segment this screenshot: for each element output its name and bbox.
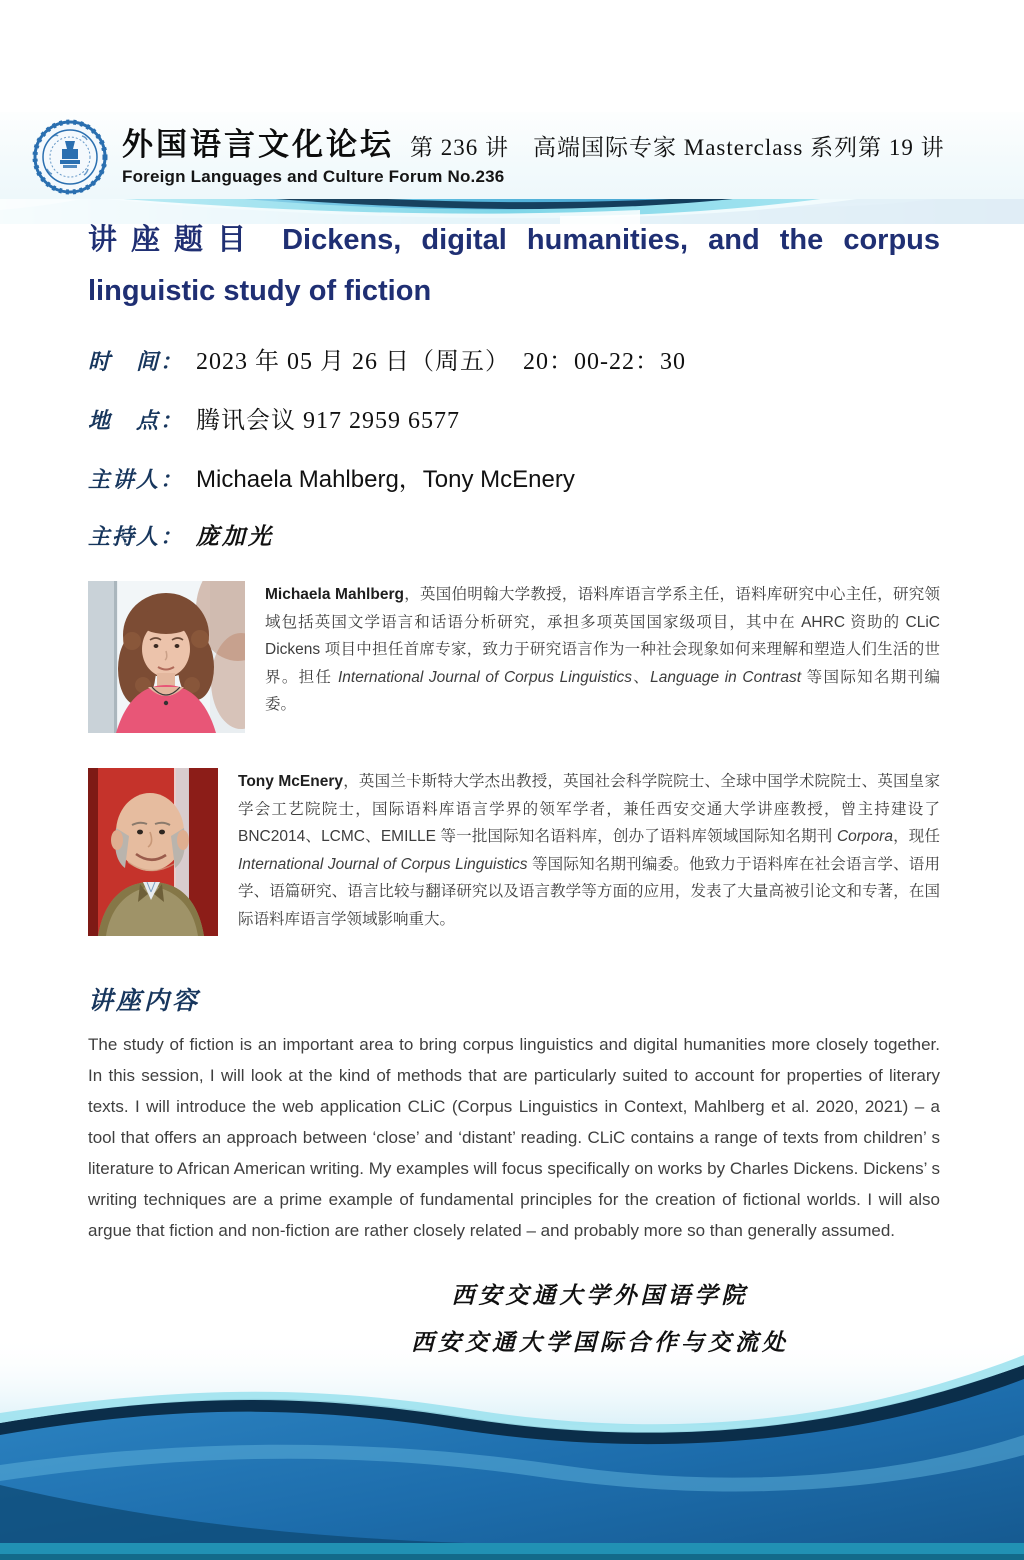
info-row-speakers [88,459,940,494]
organizer-block [320,1272,880,1366]
info-value-time: 2023 年 05 月 26 日（周五） 20：00-22：30 [196,349,687,375]
lecture-title-label: 讲座题目 [88,224,261,256]
speaker-photo-mcenery [88,768,218,941]
info-row-venue [88,400,940,435]
abstract-heading: 讲座内容 [88,988,201,1015]
forum-title-en: Foreign Languages and Culture Forum No.236 [122,167,505,186]
poster-body [0,215,1024,1366]
forum-session-number: 第 236 讲 高端国际专家 Masterclass 系列第 19 讲 [410,135,945,160]
lecture-title-text: Dickens, digital humanities, and the corpus linguistic study of fiction [88,224,940,307]
lecture-info-list [88,341,940,551]
info-row-time [88,341,940,376]
organizer-line-office: 西安交通大学国际合作与交流处 [411,1330,789,1355]
lecture-title [88,215,940,317]
speaker-bio-text-mahlberg: Michaela Mahlberg，英国伯明翰大学教授，语料库语言学系主任，语料库研究中心主任，研究领域包括英国文学语言和话语分析研究，承担多项英国国家级项目，其中在 AHRC 资助的 CLiC Dickens 项目中担任首席专家，致力于研究语言作为一种社会现象如何来理解和塑造人们生活的世界。担任 International Journal of Corpus Linguistics、Language in Contrast 等国际知名期刊编委。 [265,586,940,713]
speaker-bio-mcenery [88,768,940,941]
abstract-text: The study of fiction is an important area to bring corpus linguistics and digital humanities more closely together. In this session, I will look at the kind of methods that are particularly suited to account for properties of literary texts. I will introduce the web application CLiC (Corpus Linguistics in Context, Mahlberg et al. 2020, 2021) – a tool that offers an approach between ‘close’ and ‘distant’ reading. CLiC contains a range of texts from children’ s literature to African American writing. My examples will focus specifically on works by Charles Dickens. Dickens’ s writing techniques are a prime example of fundamental principles for the creation of fictional worlds. I will also argue that fiction and non-fiction are rather closely related – and probably more so than generally assumed. [88,1035,940,1240]
organizer-line-school: 西安交通大学外国语学院 [451,1283,749,1308]
info-row-host [88,518,940,551]
info-value-venue: 腾讯会议 917 2959 6577 [196,408,461,434]
info-value-host: 庞加光 [196,524,275,549]
speaker-bio-text-mcenery: Tony McEnery，英国兰卡斯特大学杰出教授，英国社会科学院院士、全球中国学术院院士、英国皇家学会工艺院院士，国际语料库语言学界的领军学者，兼任西安交通大学讲座教授，曾主持建设了 BNC2014、LCMC、EMILLE 等一批国际知名语料库，创办了语料库领域国际知名期刊 Corpora，现任 International Journal of Corpus Linguistics 等国际知名期刊编委。他致力于语料库在社会语言学、语用学、语篇研究、语言比较与翻译研究以及语言教学等方面的应用，发表了大量高被引论文和专著，在国际语料库语言学领域影响重大。 [238,773,941,928]
xjtu-seal-icon [32,119,108,195]
speaker-photo-mahlberg [88,581,245,738]
forum-title-zh: 外国语言文化论坛 [122,127,394,162]
info-label-speakers: 主讲人： [88,467,185,492]
info-label-time: 时 间： [88,349,185,374]
header [0,112,1024,199]
speaker-bio-mahlberg [88,581,940,738]
info-label-venue: 地 点： [88,408,185,433]
info-value-speakers: Michaela Mahlberg，Tony McEnery [196,466,575,493]
info-label-host: 主持人： [88,524,185,549]
